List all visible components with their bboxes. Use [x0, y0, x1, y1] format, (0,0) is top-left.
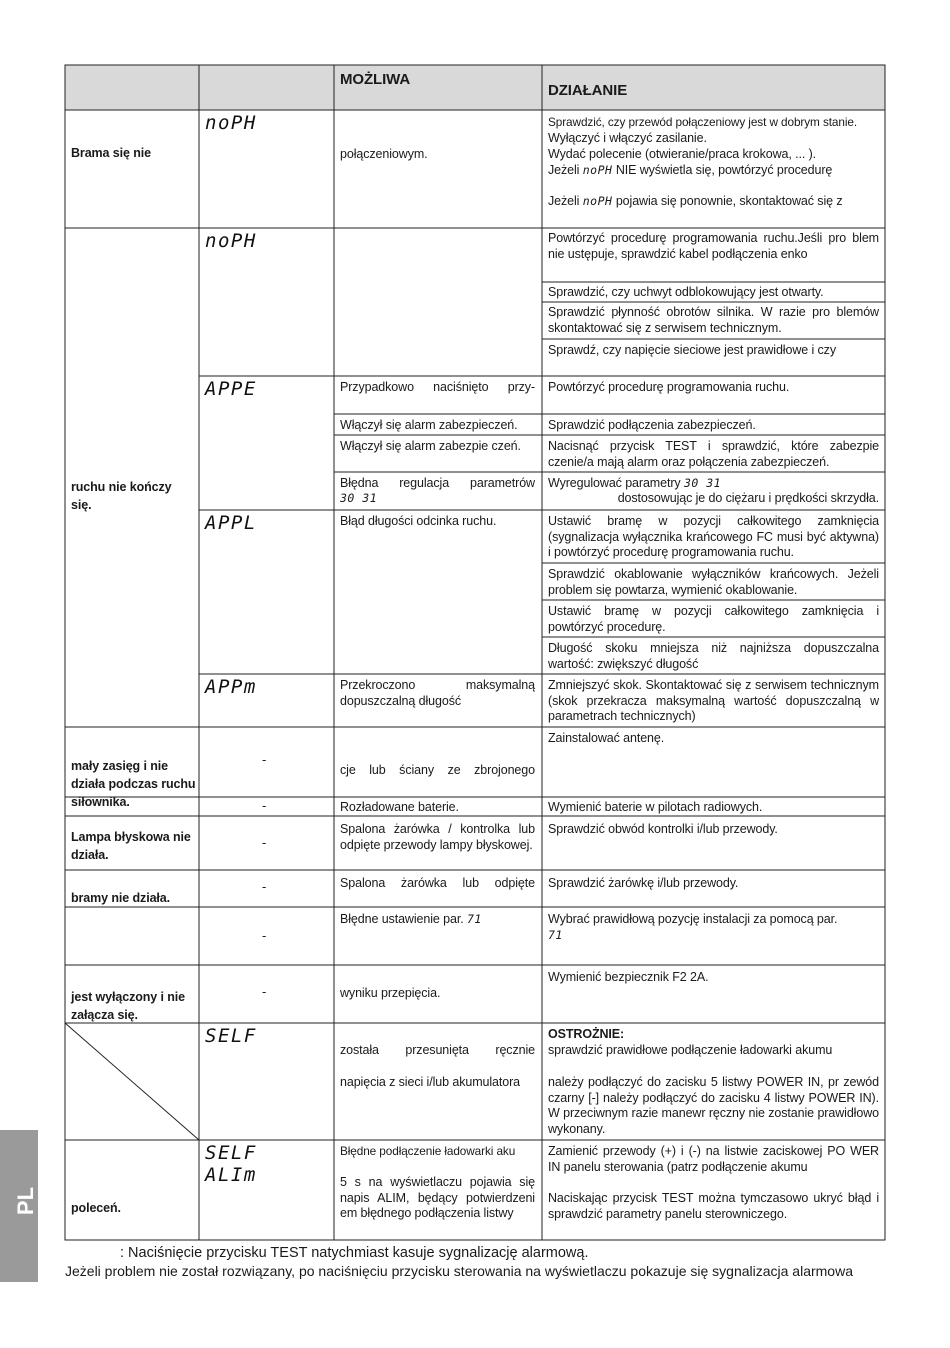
header-col3: MOŻLIWA [340, 71, 411, 88]
language-tab [0, 1130, 38, 1282]
code-self-2: SELF [205, 1142, 257, 1164]
action-reduce-stroke: Zmniejszyć skok. Skontaktować się z serwisem technicznym (skok przekracza maksymalną wartość dopuszczalną w parametrach technicznych) [548, 678, 879, 723]
action-check-motor: Sprawdzić płynność obrotów silnika. W razie pro blemów skontaktować się z serwisem technicznym. [548, 305, 879, 335]
action-check-bulb: Sprawdzić żarówkę i/lub przewody. [548, 876, 739, 890]
code-noph-inline-1: noPH [582, 163, 613, 177]
action-replace-batteries: Wymienić baterie w pilotach radiowych. [548, 800, 763, 814]
footer-note-2: Jeżeli problem nie został rozwiązany, po naciśnięciu przycisku sterowania na wyświetlaczu pokazuje się sygnalizacja alarmowa [65, 1263, 853, 1279]
action-replace-fuse: Wymienić bezpiecznik F2 2A. [548, 970, 709, 984]
action-check-lamp-circuit: Sprawdzić obwód kontrolki i/lub przewody. [548, 822, 778, 836]
action-select-position: Wybrać prawidłową pozycję instalacji za pomocą par. 71 [548, 912, 838, 942]
problem-gate-not: Brama się nie [71, 146, 151, 160]
problem-gate-light: bramy nie działa. [71, 891, 171, 905]
header-col4: DZIAŁANIE [548, 82, 628, 99]
action-swap-wires: Zamienić przewody (+) i (-) na listwie zaciskowej PO WER IN panelu sterowania (patrz podłączenie akumu [548, 1144, 879, 1174]
action-check-safety-connections: Sprawdzić podłączenia zabezpieczeń. [548, 418, 756, 432]
action-adjust-parameters-tail: dostosowując je do ciężaru i prędkości skrzydła. [617, 491, 879, 505]
action-increase-length: Długość skoku mniejsza niż najniższa dopuszczalna wartość: zwiększyć długość [548, 641, 879, 671]
code-dash-5: - [262, 928, 267, 943]
action-connect-terminals: należy podłączyć do zacisku 5 listwy POWER IN, pr zewód czarny [-] należy podłączyć do zacisku 4 listwy POWER IN). W przeciwnym razie manewr ręczny nie zostanie prawidłowo wykonany. [548, 1075, 879, 1136]
code-dash-1: - [262, 752, 267, 767]
problem-small-range: mały zasięg i nie działa podczas ruchu siłownika. [71, 759, 196, 809]
cause-stroke-length-error: Błąd długości odcinka ruchu. [340, 514, 497, 528]
cause-par-71: 71 [466, 912, 482, 926]
action-check-charger: sprawdzić prawidłowe podłączenie ładowarki akumu [548, 1043, 833, 1057]
action-set-closed: Ustawić bramę w pozycji całkowitego zamknięcia i powtórzyć procedurę. [548, 604, 879, 634]
cause-burnt-bulb-2: Spalona żarówka lub odpięte [340, 876, 535, 890]
cause-mains-battery: napięcia z sieci i/lub akumulatora [340, 1075, 521, 1089]
action-adjust-parameters: Wyregulować parametry 30 31 [548, 476, 722, 490]
action-power-cycle: Wyłączyć i włączyć zasilanie. [548, 131, 707, 145]
action-check-limit-switch-wiring: Sprawdzić okablowanie wyłączników krańcowych. Jeżeli problem się powtarza, wymienić okablowanie. [548, 567, 879, 597]
action-par-71: 71 [548, 927, 563, 942]
cause-overvoltage: wyniku przepięcia. [340, 986, 441, 1000]
cause-burnt-bulb: Spalona żarówka / kontrolka lub odpięte przewody lampy błyskowej. [340, 822, 535, 852]
code-alim: ALIm [205, 1164, 257, 1186]
code-noph-inline-2: noPH [582, 194, 613, 208]
action-give-command: Wydać polecenie (otwieranie/praca krokowa, ... ). [548, 147, 817, 161]
cause-batteries-empty: Rozładowane baterie. [340, 800, 459, 814]
action-repeat-programming: Powtórzyć procedurę programowania ruchu.Jeśli pro blem nie ustępuje, sprawdzić kabel podłączenia enko [548, 231, 879, 261]
action-if-reappears: Jeżeli noPH pojawia się ponownie, skontaktować się z [548, 194, 843, 208]
action-repeat-motion-programming: Powtórzyć procedurę programowania ruchu. [548, 380, 790, 394]
action-check-release: Sprawdzić, czy uchwyt odblokowujący jest otwarty. [548, 285, 824, 299]
cause-reinforced-wall: cje lub ściany ze zbrojonego [340, 763, 535, 777]
code-dash-6: - [262, 984, 267, 999]
action-parameters-30-31: 30 31 [683, 476, 722, 490]
cause-safety-alarm-1: Włączył się alarm zabezpieczeń. [340, 418, 518, 432]
cause-accidental-press: Przypadkowo naciśnięto przy- [340, 380, 535, 394]
cause-connection: połączeniowym. [340, 147, 428, 161]
cause-wrong-charger: Błędne podłączenie ładowarki aku [340, 1144, 516, 1158]
code-noph-2: noPH [205, 230, 257, 252]
problem-commands: poleceń. [71, 1201, 121, 1215]
code-dash-2: - [262, 798, 267, 813]
language-tab-label: PL [13, 1186, 39, 1216]
problem-switched-off: jest wyłączony i nie załącza się. [71, 990, 186, 1022]
code-dash-3: - [262, 835, 267, 850]
action-if-not-shown: Jeżeli noPH NIE wyświetla się, powtórzyć procedurę [548, 163, 833, 177]
code-appm: APPm [205, 676, 257, 698]
code-appe: APPE [205, 378, 257, 400]
cause-wrong-par-71: Błędne ustawienie par. 71 [340, 912, 482, 926]
action-test-hide-error: Naciskając przycisk TEST można tymczasowo ukryć błąd i sprawdzić parametry panelu sterowniczego. [548, 1191, 879, 1221]
action-install-antenna: Zainstalować antenę. [548, 731, 665, 745]
cause-parameters-30-31: 30 31 [340, 491, 378, 505]
code-dash-4: - [262, 879, 267, 894]
problem-flashing-lamp: Lampa błyskowa nie działa. [71, 830, 191, 862]
action-check-voltage: Sprawdź, czy napięcie sieciowe jest prawidłowe i czy [548, 343, 836, 357]
action-caution-title: OSTROŻNIE: [548, 1027, 625, 1041]
cause-max-length-exceeded: Przekroczono maksymalną dopuszczalną długość [340, 678, 535, 708]
action-check-cable: Sprawdzić, czy przewód połączeniowy jest w dobrym stanie. [548, 115, 858, 129]
code-self-1: SELF [205, 1025, 257, 1047]
code-noph-1: noPH [205, 112, 257, 134]
cause-safety-alarm-2: Włączył się alarm zabezpie czeń. [340, 439, 521, 453]
problem-motion-line2: się. [71, 498, 92, 512]
footer-note-1: : Naciśnięcie przycisku TEST natychmiast kasuje sygnalizację alarmową. [120, 1245, 589, 1261]
cause-moved-manually: została przesunięta ręcznie [340, 1043, 535, 1057]
cause-alim-message: 5 s na wyświetlaczu pojawia się napis ALIM, będący potwierdzeni em błędnego podłączenia listwy [340, 1175, 535, 1220]
problem-motion-line1: ruchu nie kończy [71, 480, 172, 494]
cause-wrong-parameters: Błędna regulacja parametrów [340, 476, 535, 490]
code-appl: APPL [205, 512, 257, 534]
action-press-test: Nacisnąć przycisk TEST i sprawdzić, które zabezpie czenie/a mają alarm oraz połączenia zabezpieczeń. [548, 439, 879, 469]
action-set-closed-repeat: Ustawić bramę w pozycji całkowitego zamknięcia (sygnalizacja wyłącznika krańcowego FC musi być aktywna) i powtórzyć procedurę programowania ruchu. [548, 514, 879, 559]
